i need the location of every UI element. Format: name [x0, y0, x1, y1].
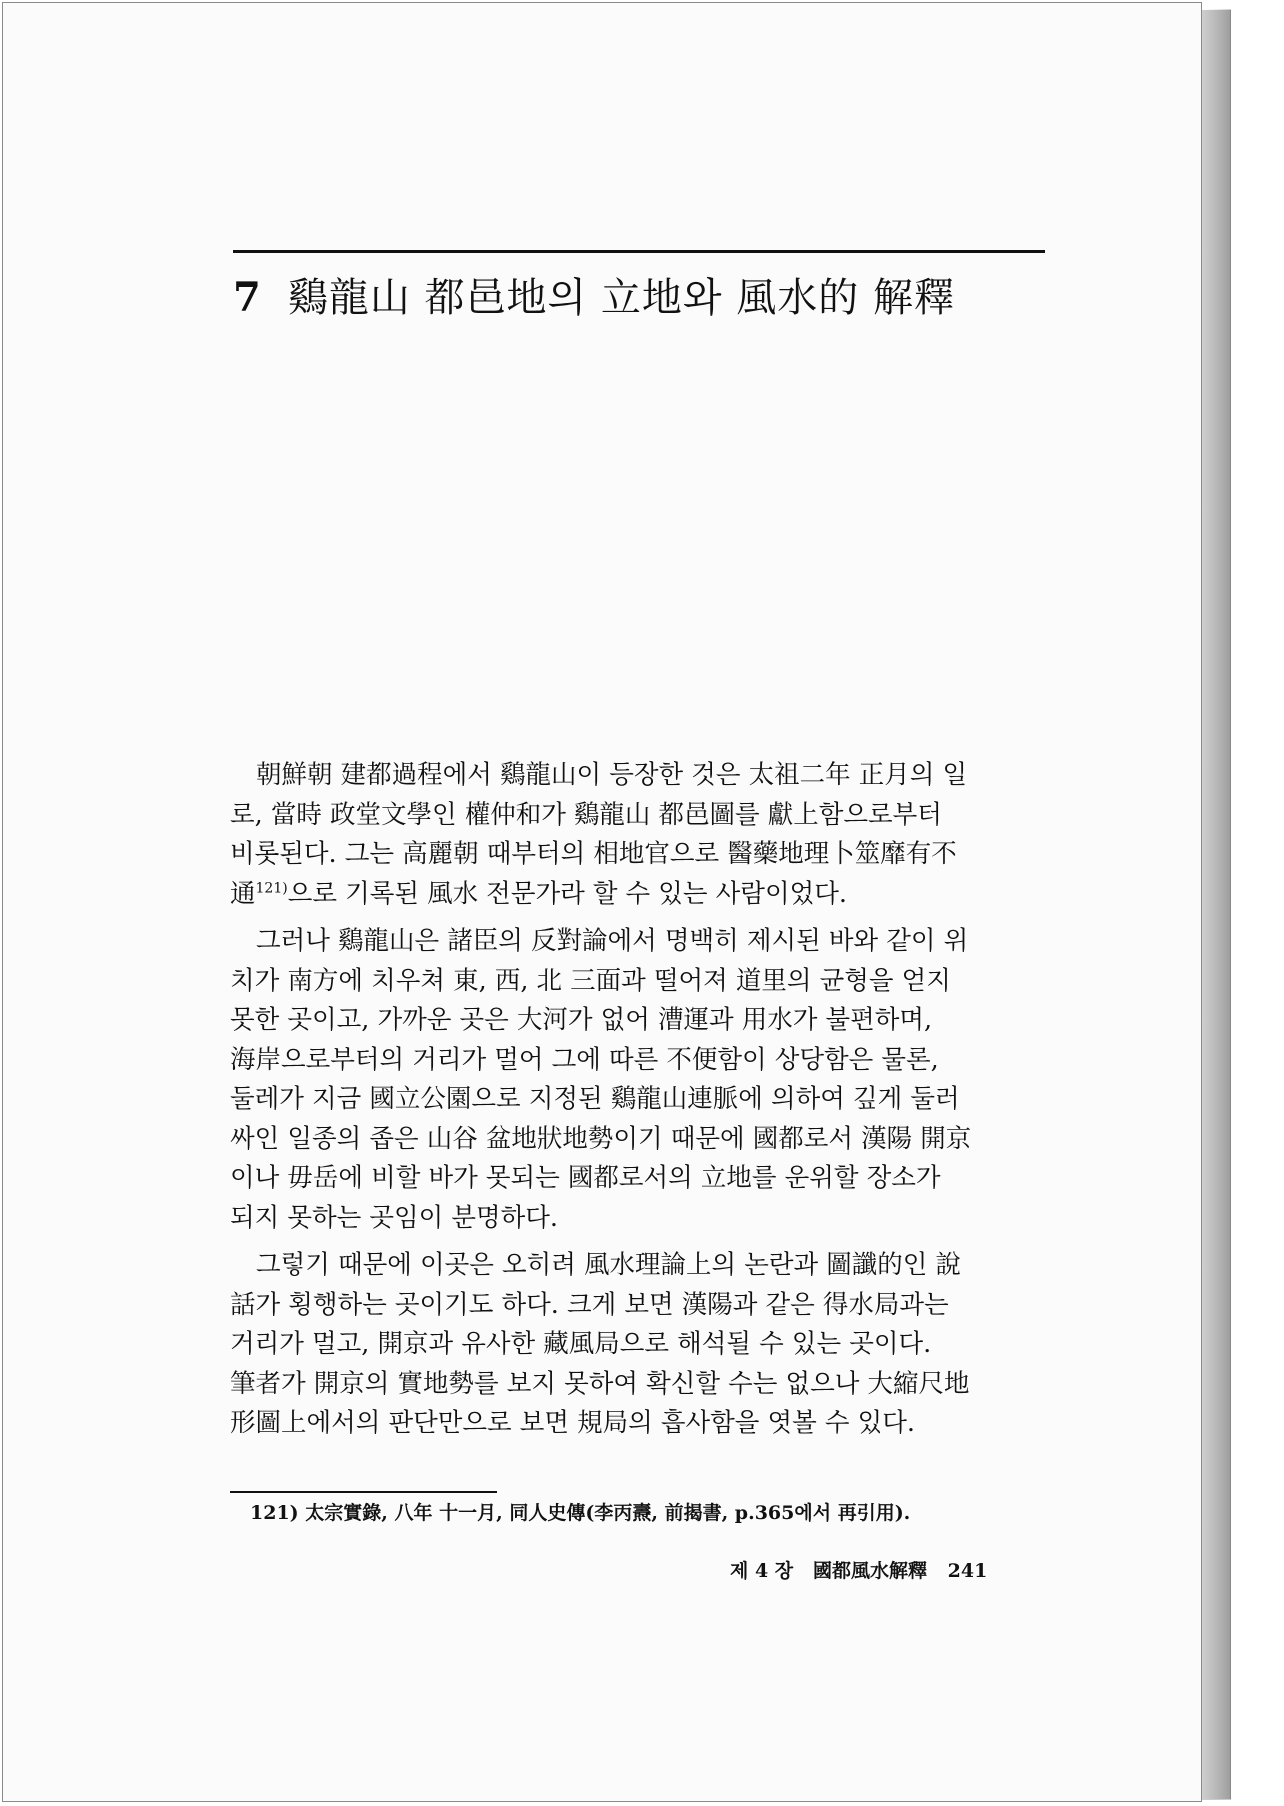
footer-chapter-label: 제 4 장 [730, 1560, 794, 1582]
text-line: 그렇기 때문에 이곳은 오히려 風水理論上의 논란과 圖讖的인 說 [256, 1250, 962, 1280]
text-fragment: 通 [230, 878, 256, 909]
text-line: 로, 當時 政堂文學인 權仲和가 鷄龍山 都邑圖를 獻上함으로부터 [230, 799, 942, 830]
text-line [230, 875, 1045, 915]
text-line: 이나 毋岳에 비할 바가 못되는 國都로서의 立地를 운위할 장소가 [230, 1163, 941, 1193]
text-line: 비롯된다. 그는 高麗朝 때부터의 相地官으로 醫藥地理卜筮靡有不 [230, 839, 957, 869]
text-line: 싸인 일종의 좁은 山谷 盆地狀地勢이기 때문에 國都로서 漢陽 開京 [230, 1123, 972, 1154]
chapter-number: 7 [233, 274, 262, 321]
text-line: 筆者가 開京의 實地勢를 보지 못하여 확신할 수는 없으나 大縮尺地 [230, 1368, 970, 1399]
footnote-rule [230, 1491, 497, 1493]
footnote-text: 太宗實錄, 八年 十一月, 同人史傳(李丙燾, 前揭書, p.365에서 再引用). [305, 1502, 911, 1524]
footnote-reference: 121) [255, 880, 288, 896]
title-rule [233, 250, 1045, 253]
text-line: 話가 횡행하는 곳이기도 하다. 크게 보면 漢陽과 같은 得水局과는 [230, 1289, 949, 1320]
page-edge-shadow [1202, 9, 1231, 1800]
body-text [230, 756, 1045, 1444]
text-line: 못한 곳이고, 가까운 곳은 大河가 없어 漕運과 用水가 불편하며, [230, 1005, 933, 1035]
chapter-heading [233, 266, 955, 323]
footer-chapter-title: 國都風水解釋 [813, 1560, 928, 1582]
text-line: 치가 南方에 치우쳐 東, 西, 北 三面과 떨어져 道里의 균형을 얻지 [230, 965, 951, 996]
text-line: 둘레가 지금 國立公園으로 지정된 鷄龍山連脈에 의하여 깊게 둘러 [230, 1084, 960, 1114]
footnote-label: 121) [250, 1502, 299, 1524]
text-line: 되지 못하는 곳임이 분명하다. [230, 1202, 559, 1233]
text-line: 海岸으로부터의 거리가 멀어 그에 따른 不便함이 상당함은 물론, [230, 1044, 939, 1075]
text-fragment: 으로 기록된 風水 전문가라 할 수 있는 사람이었다. [287, 878, 847, 909]
footnote [250, 1498, 910, 1525]
chapter-title: 鷄龍山 都邑地의 立地와 風水的 解釋 [287, 275, 955, 321]
text-line: 거리가 멀고, 開京과 유사한 藏風局으로 해석될 수 있는 곳이다. [230, 1329, 932, 1359]
running-footer [730, 1556, 987, 1583]
text-line: 形圖上에서의 판단만으로 보면 規局의 흡사함을 엿볼 수 있다. [230, 1408, 916, 1438]
text-line: 그러나 鷄龍山은 諸臣의 反對論에서 명백히 제시된 바와 같이 위 [256, 926, 969, 956]
page-number: 241 [947, 1560, 988, 1582]
text-line: 朝鮮朝 建都過程에서 鷄龍山이 등장한 것은 太祖二年 正月의 일 [256, 760, 968, 790]
